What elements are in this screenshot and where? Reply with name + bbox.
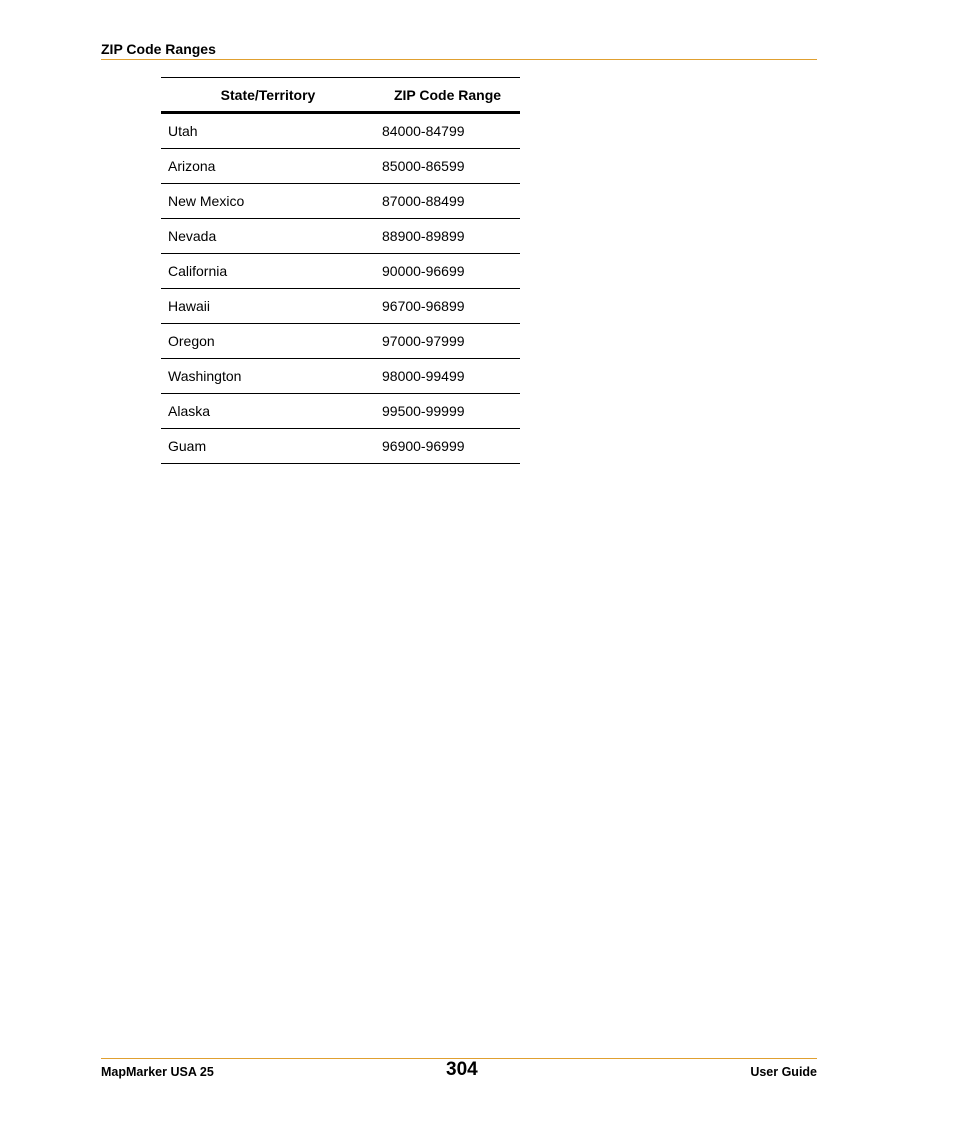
state-cell: Utah [161,113,375,149]
page-footer [101,1058,817,1080]
state-cell: California [161,254,375,289]
table-row [161,359,520,394]
page-header [101,40,817,60]
state-cell: Oregon [161,324,375,359]
table-row [161,219,520,254]
table-row [161,429,520,464]
zip-range-cell: 90000-96699 [375,254,520,289]
state-cell: Washington [161,359,375,394]
zip-range-cell: 98000-99499 [375,359,520,394]
state-cell: Hawaii [161,289,375,324]
state-cell: Guam [161,429,375,464]
zip-range-cell: 87000-88499 [375,184,520,219]
table-row [161,184,520,219]
zip-range-cell: 97000-97999 [375,324,520,359]
state-cell: New Mexico [161,184,375,219]
table-row [161,149,520,184]
zip-range-cell: 85000-86599 [375,149,520,184]
table-header-row [161,78,520,113]
zip-code-table [161,77,520,464]
zip-range-cell: 88900-89899 [375,219,520,254]
table-row [161,324,520,359]
zip-range-cell: 84000-84799 [375,113,520,149]
state-cell: Arizona [161,149,375,184]
zip-range-cell: 99500-99999 [375,394,520,429]
column-header-zip-range: ZIP Code Range [375,78,520,113]
table-row [161,394,520,429]
zip-range-cell: 96700-96899 [375,289,520,324]
table-row [161,113,520,149]
state-cell: Nevada [161,219,375,254]
table-row [161,289,520,324]
product-name: MapMarker USA 25 [101,1065,214,1079]
table-row [161,254,520,289]
zip-range-cell: 96900-96999 [375,429,520,464]
page-number: 304 [446,1059,478,1080]
state-cell: Alaska [161,394,375,429]
section-title: ZIP Code Ranges [101,41,216,57]
document-type: User Guide [750,1065,817,1079]
column-header-state: State/Territory [161,78,375,113]
